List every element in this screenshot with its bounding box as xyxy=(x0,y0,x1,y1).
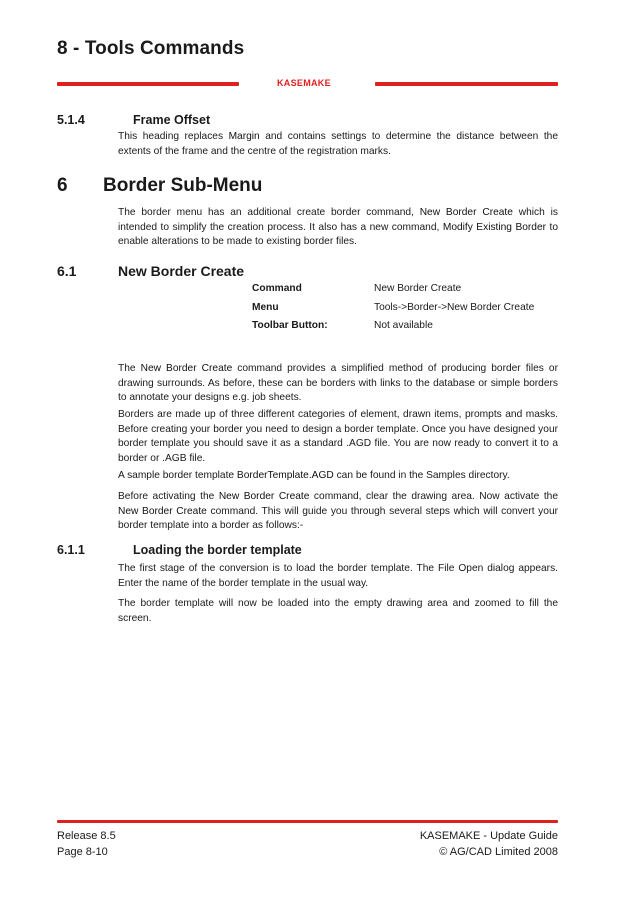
term-new-border-create: New Border Create xyxy=(118,505,207,517)
footer-copyright: © AG/CAD Limited 2008 xyxy=(439,846,558,858)
section-6-paragraph: The border menu has an additional create border command, New Border Create which is intended to simplify the creation process. It also has a new command, Modify Existing Border to enable alterations to be made to existing border files. xyxy=(118,207,559,247)
toolbar-button-label: Toolbar Button: xyxy=(252,320,328,331)
section-611-number: 6.1.1 xyxy=(57,543,85,557)
footer-guide-title: KASEMAKE - Update Guide xyxy=(419,830,558,842)
term-margin: Margin xyxy=(228,131,260,142)
menu-label: Menu xyxy=(252,302,279,313)
section-61-paragraph-3: A sample border template BorderTemplate.AGD can be found in the Samples directory. xyxy=(118,470,510,481)
term-border-template-file: BorderTemplate.AGD xyxy=(236,470,334,481)
section-611-paragraph-1: The first stage of the conversion is to load the border template. The File Open dialog appears. Enter the name of the border template in the usual way. xyxy=(118,563,558,589)
command-label: Command xyxy=(252,283,302,294)
section-61-number: 6.1 xyxy=(57,263,77,279)
term-new-border-create: New Border Create xyxy=(218,491,310,502)
term-new-border-create: New Border Create xyxy=(140,363,233,374)
section-611-paragraph-2: The border template will now be loaded into the empty drawing area and zoomed to fill the screen. xyxy=(118,598,558,624)
section-514-title: Frame Offset xyxy=(133,113,211,127)
section-61-paragraph-2: Borders are made up of three different categories of element, drawn items, prompts and masks. Before creating your border you need to design a border template. Once you have designed your border template you should save it as a standard .AGD file. You are now ready to convert it to a border or .AGB file. xyxy=(118,409,558,464)
term-modify-existing-border: Modify Existing Border xyxy=(442,221,547,233)
section-61-paragraph-4: Before activating the New Border Create command, clear the drawing area. Now activate the New Border Create command. This will guide you through several steps which will convert your border template into a border as follows:- xyxy=(118,491,559,531)
menu-value: Tools->Border->New Border Create xyxy=(374,302,535,313)
section-61-paragraph-1: The New Border Create command provides a simplified method of producing border files or drawing surrounds. As before, these can be borders with links to the database or simple borders to annotate your designs e.g. job sheets. xyxy=(118,363,558,403)
brand-logo: KASEMAKE xyxy=(277,78,331,88)
footer-page-number: Page 8-10 xyxy=(57,846,108,858)
section-514-paragraph: This heading replaces Margin and contains settings to determine the distance between the extents of the frame and the centre of the registration marks. xyxy=(118,131,558,157)
term-new-border-create: New Border Create xyxy=(419,207,513,218)
footer-rule xyxy=(57,820,558,823)
chapter-title: 8 - Tools Commands xyxy=(57,38,245,59)
header-rule-left xyxy=(57,82,239,86)
section-611-title: Loading the border template xyxy=(133,543,302,557)
section-61-title: New Border Create xyxy=(118,263,245,279)
toolbar-button-value: Not available xyxy=(374,320,433,331)
footer-release: Release 8.5 xyxy=(57,830,116,842)
section-514-number: 5.1.4 xyxy=(57,113,85,127)
header-rule-right xyxy=(375,82,558,86)
section-6-number: 6 xyxy=(57,175,68,196)
command-value: New Border Create xyxy=(374,283,462,294)
section-6-title: Border Sub-Menu xyxy=(103,175,263,196)
